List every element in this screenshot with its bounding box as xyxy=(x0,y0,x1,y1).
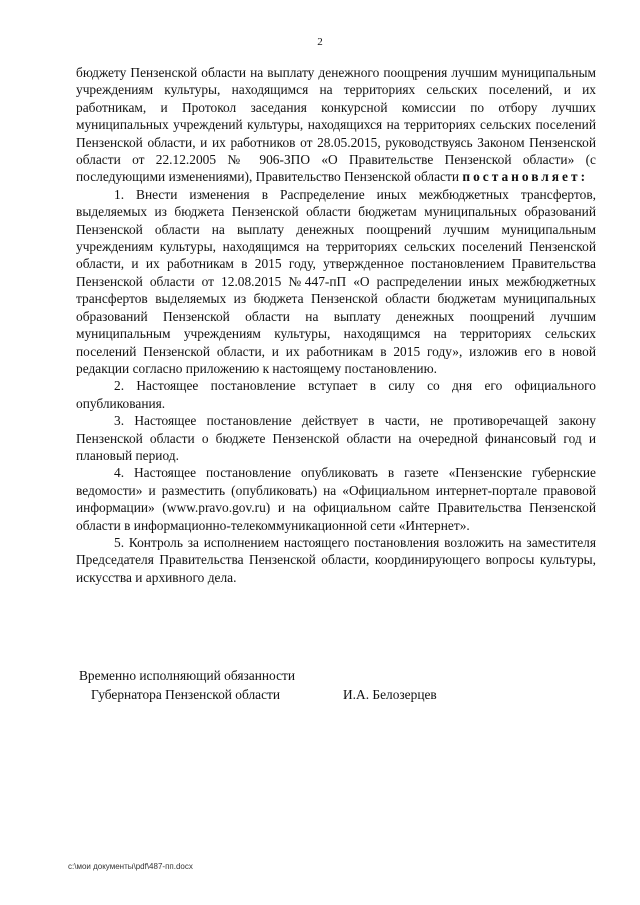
paragraph-item-2: 2. Настоящее постановление вступает в силу со дня его официального опубликования. xyxy=(76,378,596,411)
intro-paragraph xyxy=(76,64,596,186)
paragraph-item-3: 3. Настоящее постановление действует в части, не противоречащей закону Пензенской области о бюджете Пензенской области на очередной финансовый год и плановый период. xyxy=(76,413,596,463)
decree-word: постановляет: xyxy=(462,169,589,185)
signature-position-line1: Временно исполняющий обязанности xyxy=(79,668,296,683)
paragraph-item-5: 5. Контроль за исполнением настоящего постановления возложить на заместителя Председателя Правительства Пензенской области, координирующего вопросы культуры, искусства и архивного дела. xyxy=(76,534,596,585)
paragraph-item-4: 4. Настоящее постановление опубликовать в газете «Пензенские губернские ведомости» и разместить (опубликовать) на «Официальном интернет-портале правовой информации» (www.pravo.gov.ru) и на официальном сайте Правительства Пензенской области в информационно-телекоммуникационной сети «Интернет». xyxy=(76,465,596,533)
paragraph-item-1: 1. Внести изменения в Распределение иных межбюджетных трансфертов, выделяемых из бюджета Пензенской области бюджетам муниципальных образований Пензенской области на выплату денежных поощрений лучшим муниципальным учреждениям культуры, находящимся на территориях сельских поселений Пензенской области, и их работникам в 2015 году, утвержденное постановлением Правительства Пензенской области от 12.08.2015 №447-пП «О распределении иных межбюджетных трансфертов выделяемых из бюджета Пензенской области бюджетам муниципальных образований Пензенской области на выплату денежных поощрений лучшим муниципальным учреждениям культуры, находящимся на территориях сельских поселений Пензенской области, и их работникам в 2015 году», изложив его в новой редакции согласно приложению к настоящему постановлению. xyxy=(76,186,596,376)
signatory-name: И.А. Белозерцев xyxy=(343,687,437,702)
page-number: 2 xyxy=(317,36,323,48)
intro-text: бюджету Пензенской области на выплату денежного поощрения лучшим муниципальным учреждениям культуры, находящимся на территориях сельских поселений, и их работникам, и Протокол заседания конкурсной комиссии по отбору лучших муниципальных учреждений культуры, находящихся на территориях сельских поселений Пензенской области, и их работников от 28.05.2015, руководствуясь Законом Пензенской области от 22.12.2005 № 906-ЗПО «О Правительстве Пензенской области» (с последующими изменениями), Правительство Пензенской области xyxy=(76,65,596,185)
signature-position-line2: Губернатора Пензенской области xyxy=(91,687,281,702)
file-path-footer: c:\мои документы\pdf\487-пп.docx xyxy=(68,862,193,871)
document-body xyxy=(76,64,596,586)
signature-block xyxy=(79,666,539,704)
